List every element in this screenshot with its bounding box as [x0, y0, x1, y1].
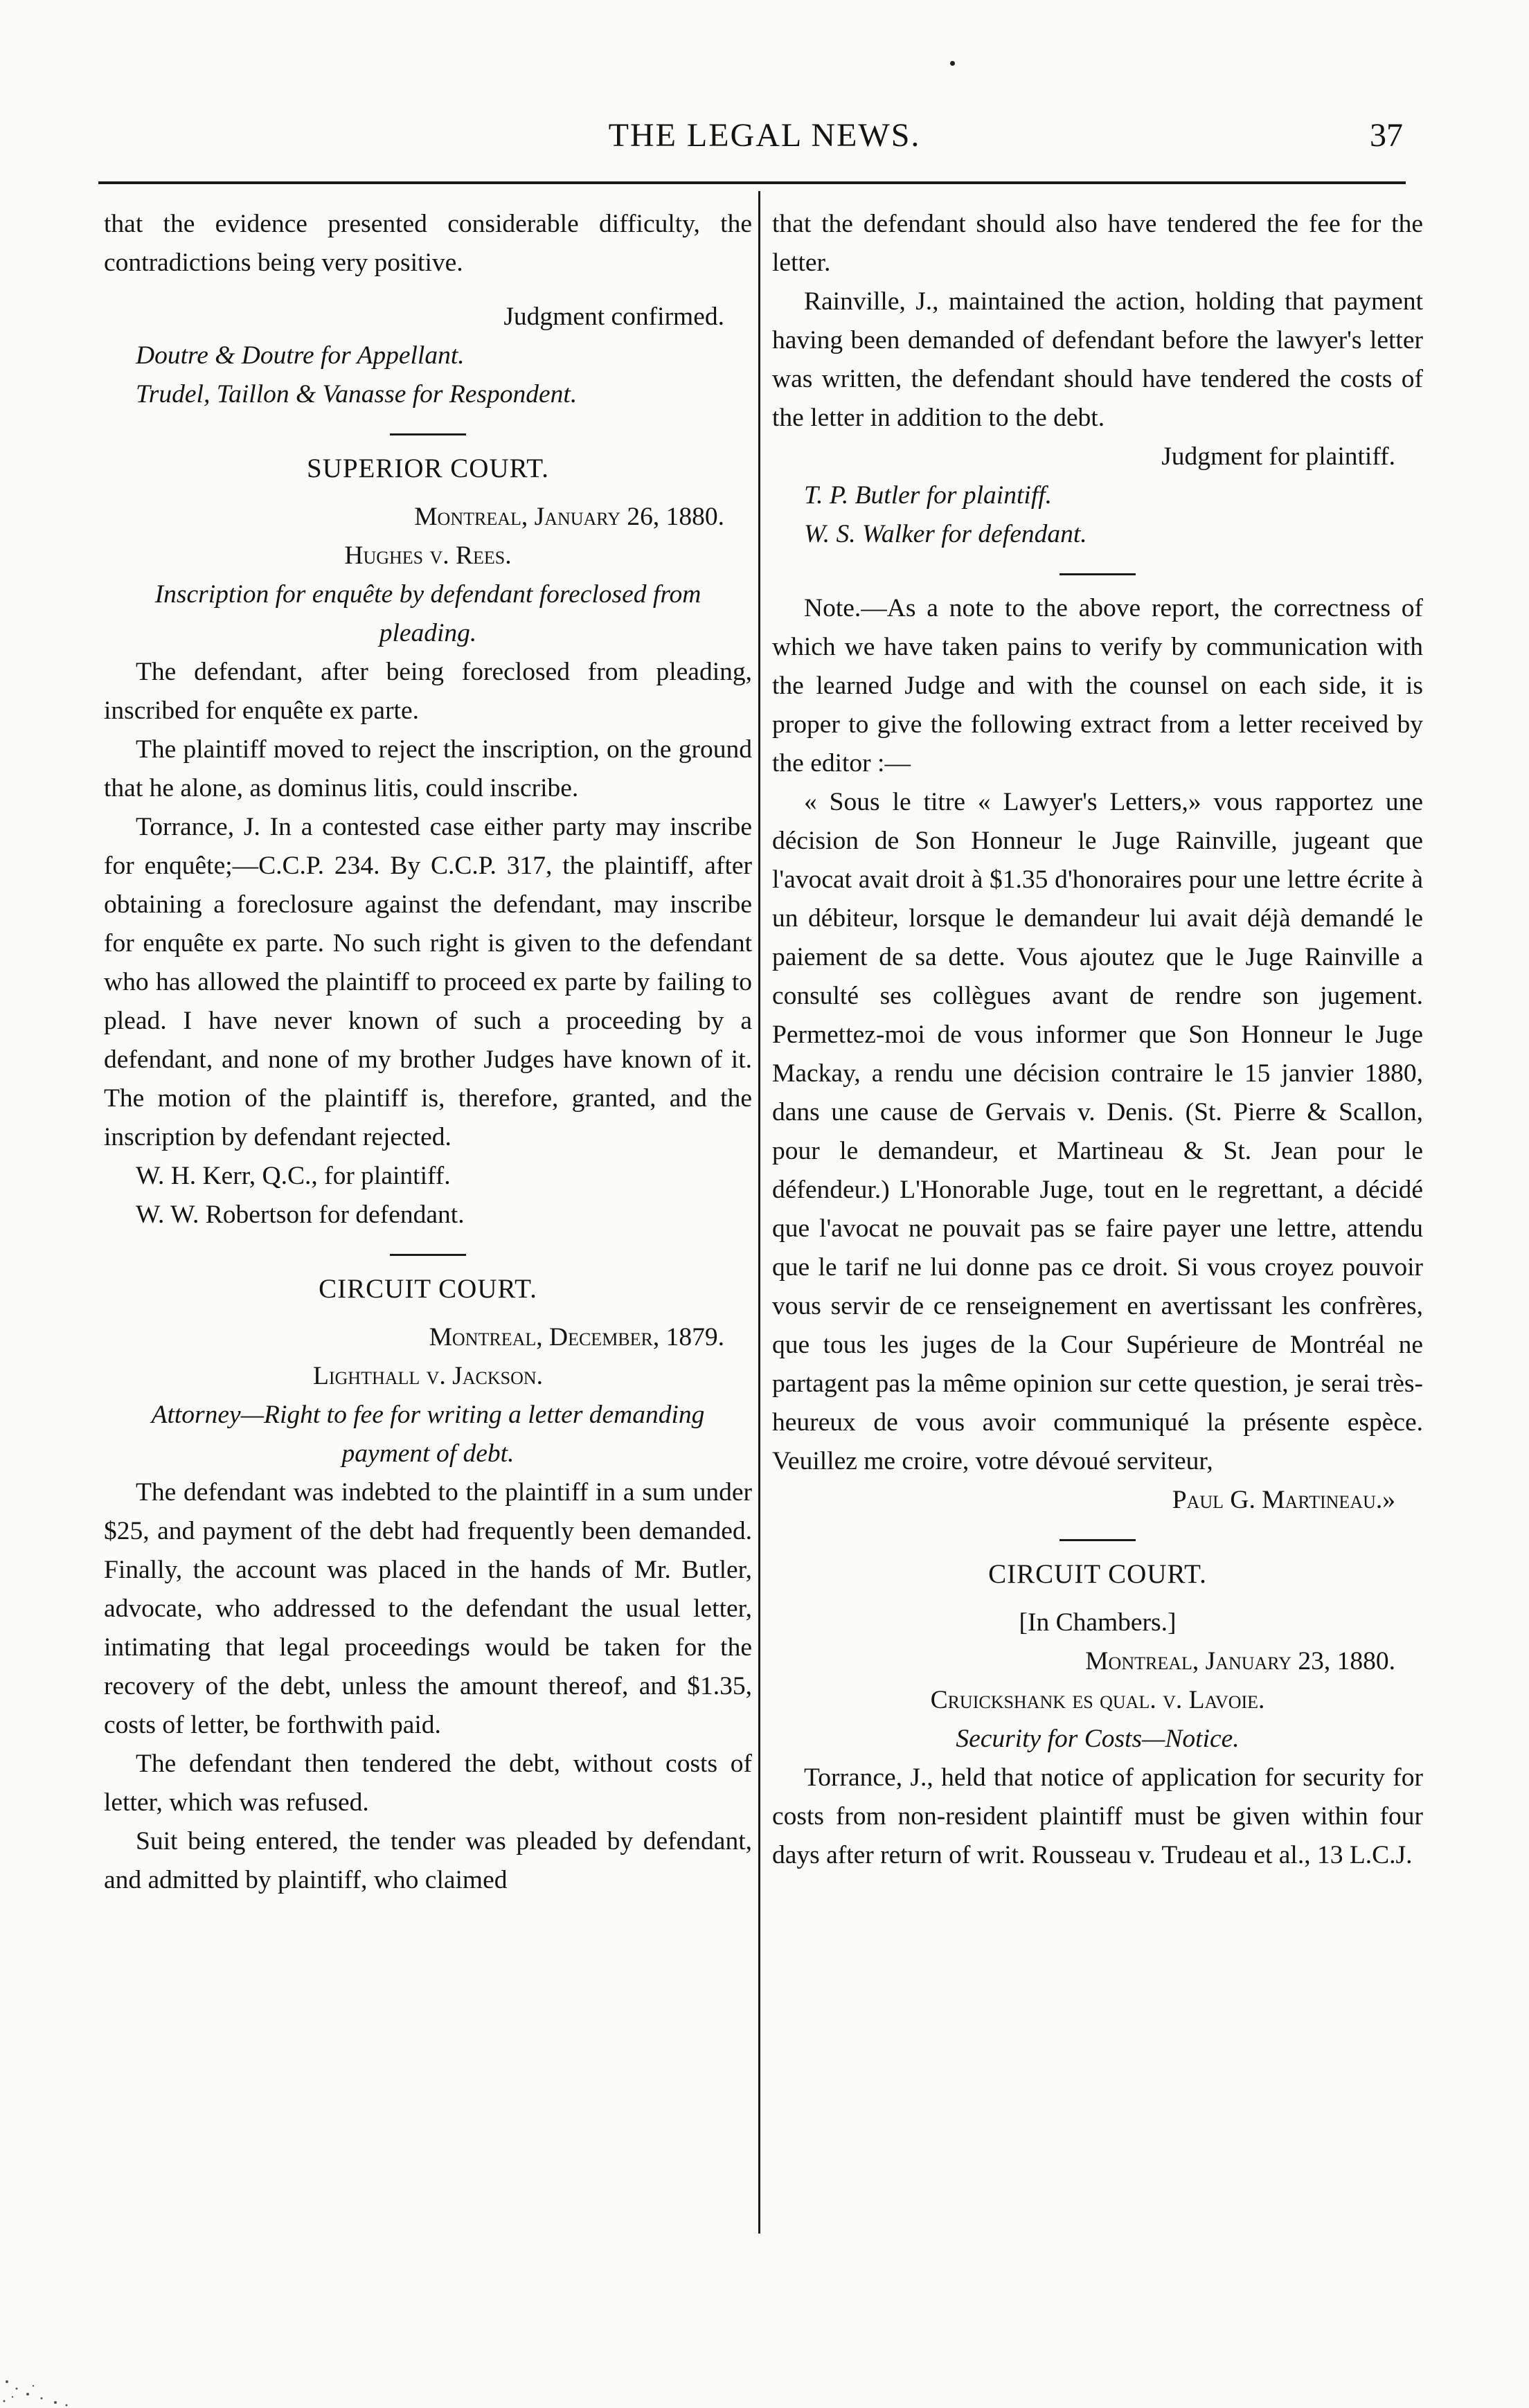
- right-column: [772, 205, 1423, 1875]
- case-syllabus: Inscription for enquête by defendant foreclosed from pleading.: [154, 580, 701, 647]
- counsel-line: W. S. Walker for defendant.: [804, 520, 1087, 548]
- case-paragraph: The defendant, after being foreclosed from pleading, inscribed for enquête ex parte.: [104, 658, 752, 725]
- place-date: Montreal, January 23, 1880.: [1085, 1647, 1395, 1675]
- counsel-line: Doutre & Doutre for Appellant.: [136, 341, 465, 370]
- scan-noise: [0, 2340, 90, 2408]
- court-heading: CIRCUIT COURT.: [319, 1274, 537, 1304]
- place-date: Montreal, December, 1879.: [429, 1323, 724, 1351]
- header-rule: [98, 181, 1406, 184]
- judgment-line: Judgment for plaintiff.: [1161, 442, 1395, 471]
- page-header: [0, 0, 1529, 173]
- case-parties: Cruickshank es qual. v. Lavoie.: [930, 1686, 1265, 1714]
- counsel-line: T. P. Butler for plaintiff.: [804, 481, 1053, 510]
- court-heading: CIRCUIT COURT.: [988, 1559, 1207, 1589]
- continued-paragraph: that the evidence presented considerable difficulty, the contradictions being very positive.: [104, 210, 752, 277]
- running-title: THE LEGAL NEWS.: [608, 117, 921, 154]
- continued-paragraph: that the defendant should also have tendered the fee for the letter.: [772, 210, 1423, 277]
- section-rule: [390, 433, 466, 435]
- case-paragraph: Torrance, J., held that notice of application for security for costs from non-resident plaintiff must be given within four days after return of writ. Rousseau v. Trudeau et al., 13 L.C.J.: [772, 1763, 1423, 1869]
- letter-signature: Paul G. Martineau.»: [1172, 1486, 1395, 1514]
- case-syllabus: Attorney—Right to fee for writing a letter demanding payment of debt.: [151, 1401, 705, 1468]
- counsel-line: Trudel, Taillon & Vanasse for Respondent.: [136, 380, 578, 408]
- case-paragraph: Rainville, J., maintained the action, holding that payment having been demanded of defendant before the lawyer's letter was written, the defendant should have tendered the costs of the letter in addition to the debt.: [772, 287, 1423, 432]
- counsel-line: W. H. Kerr, Q.C., for plaintiff.: [136, 1162, 451, 1190]
- court-heading: SUPERIOR COURT.: [307, 453, 549, 483]
- section-rule: [390, 1254, 466, 1256]
- case-paragraph: The plaintiff moved to reject the inscription, on the ground that he alone, as dominus litis, could inscribe.: [104, 735, 752, 802]
- place-date: Montreal, January 26, 1880.: [414, 503, 724, 531]
- case-paragraph: Suit being entered, the tender was pleaded by defendant, and admitted by plaintiff, who claimed: [104, 1827, 752, 1894]
- case-parties: Hughes v. Rees.: [344, 541, 512, 570]
- case-syllabus: Security for Costs—Notice.: [956, 1725, 1240, 1753]
- case-paragraph: The defendant was indebted to the plaintiff in a sum under $25, and payment of the debt had frequently been demanded. Finally, the account was placed in the hands of Mr. Butler, advocate, who addressed to the defendant the usual letter, intimating that legal proceedings would be taken for the recovery of the debt, unless the amount thereof, and $1.35, costs of letter, be forthwith paid.: [104, 1478, 752, 1739]
- chambers-note: [In Chambers.]: [1019, 1608, 1177, 1637]
- case-paragraph: The defendant then tendered the debt, without costs of letter, which was refused.: [104, 1750, 752, 1817]
- quoted-letter: « Sous le titre « Lawyer's Letters,» vous rapportez une décision de Son Honneur le Juge Rainville, jugeant que l'avocat avait droit à $1.35 d'honoraires pour une lettre écrite à un débiteur, lorsque le demandeur lui avait déjà demandé le paiement de sa dette. Vous ajoutez que le Juge Rainville a consulté ses collègues avant de rendre son jugement. Permettez-moi de vous informer que Son Honneur le Juge Mackay, a rendu une décision contraire le 15 janvier 1880, dans une cause de Gervais v. Denis. (St. Pierre & Scallon, pour le demandeur, et Martineau & St. Jean pour le défendeur.) L'Honorable Juge, tout en le regrettant, a décidé que l'avocat ne pouvait pas se faire payer une lettre, attendu que le tarif ne lui donne pas ce droit. Si vous croyez pouvoir vous servir de ce renseignement en avertissant les confrères, que tous les juges de la Cour Supérieure de Montréal ne partagent pas la même opinion sur cette question, je serai très-heureux de vous avoir communiqué la présente espèce. Veuillez me croire, votre dévoué serviteur,: [772, 788, 1423, 1475]
- case-paragraph: Torrance, J. In a contested case either party may inscribe for enquête;—C.C.P. 234. By C.C.P. 317, the plaintiff, after obtaining a foreclosure against the defendant, may inscribe for enquête ex parte. No such right is given to the defendant who has allowed the plaintiff to proceed ex parte by failing to plead. I have never known of such a proceeding by a defendant, and none of my brother Judges have known of it. The motion of the plaintiff is, therefore, granted, and the inscription by defendant rejected.: [104, 813, 752, 1151]
- column-divider: [758, 191, 760, 2234]
- editor-note: Note.—As a note to the above report, the correctness of which we have taken pains to verify by communication with the learned Judge and with the counsel on each side, it is proper to give the following extract from a letter received by the editor :—: [772, 594, 1423, 778]
- ink-speck: [950, 61, 955, 66]
- case-parties: Lighthall v. Jackson.: [312, 1362, 544, 1390]
- section-rule: [1059, 573, 1136, 575]
- page-number: 37: [1370, 117, 1403, 154]
- counsel-line: W. W. Robertson for defendant.: [136, 1201, 465, 1229]
- judgment-line: Judgment confirmed.: [503, 303, 724, 331]
- left-column: [104, 205, 752, 1900]
- section-rule: [1059, 1539, 1136, 1541]
